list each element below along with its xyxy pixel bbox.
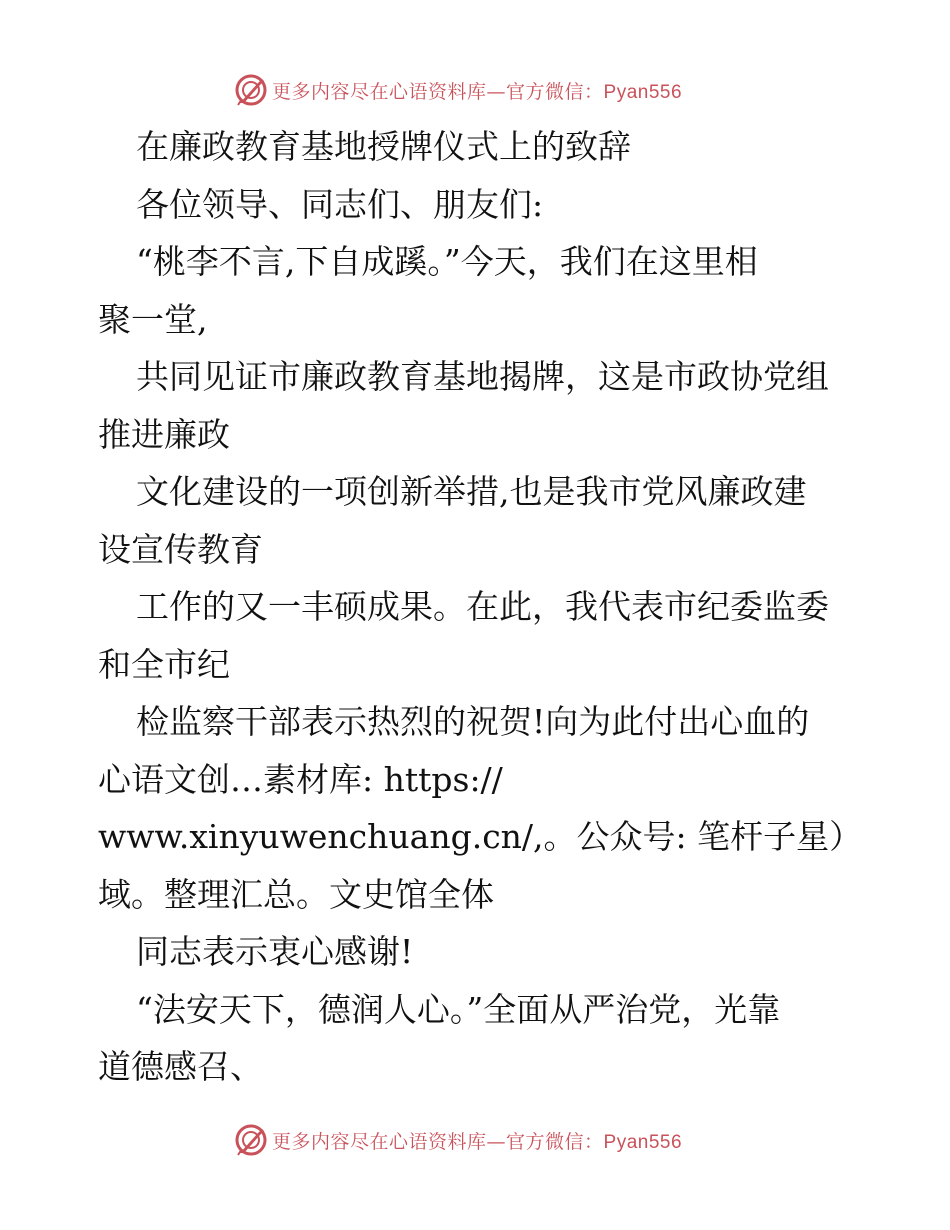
document-line: 文化建设的一项创新举措,也是我市党风廉政建 [136, 472, 807, 511]
header-banner-content [234, 72, 682, 108]
document-line: 和全市纪 [98, 644, 230, 684]
document-line: “桃李不言,下自成蹊。”今天，我们在这里相 [136, 242, 758, 281]
document-line: 同志表示衷心感谢! [136, 932, 414, 971]
document-line: www.xinyuwenchuang.cn/,。公众号: 笔杆子星） [98, 817, 863, 856]
document-line: 道德感召、 [98, 1047, 263, 1086]
document-line: 聚一堂, [98, 299, 208, 339]
document-lines [98, 176, 863, 1096]
document-line: 共同见证市廉政教育基地揭牌，这是市政协党组 [136, 357, 829, 396]
document-line: 域。整理汇总。文史馆全体 [98, 874, 494, 914]
document-body [98, 118, 863, 1096]
document-title: 在廉政教育基地授牌仪式上的致辞 [136, 127, 631, 166]
footer-banner-prefix: 更多内容尽在心语资料库—官方微信： [272, 1130, 604, 1153]
pen-logo-icon [234, 1123, 268, 1157]
document-line: 心语文创…素材库: https:// [98, 759, 503, 799]
document-line: 检监察干部表示热烈的祝贺!向为此付出心血的 [136, 702, 810, 741]
pen-logo-icon [234, 73, 268, 107]
header-banner [0, 70, 950, 110]
header-banner-prefix: 更多内容尽在心语资料库—官方微信： [272, 80, 604, 103]
header-banner-id: Pyan556 [603, 81, 683, 103]
footer-banner-text [272, 1127, 682, 1154]
document-line: “法安天下，德润人心。”全面从严治党，光靠 [136, 989, 781, 1029]
document-line: 工作的又一丰硕成果。在此，我代表市纪委监委 [136, 587, 829, 626]
footer-banner-content [234, 1122, 682, 1158]
footer-banner-id: Pyan556 [603, 1131, 683, 1153]
footer-banner [0, 1120, 950, 1160]
document-line: 设宣传教育 [98, 529, 263, 569]
header-banner-text [272, 77, 682, 104]
document-line: 各位领导、同志们、朋友们: [136, 184, 544, 224]
document-line: 推进廉政 [98, 414, 230, 454]
